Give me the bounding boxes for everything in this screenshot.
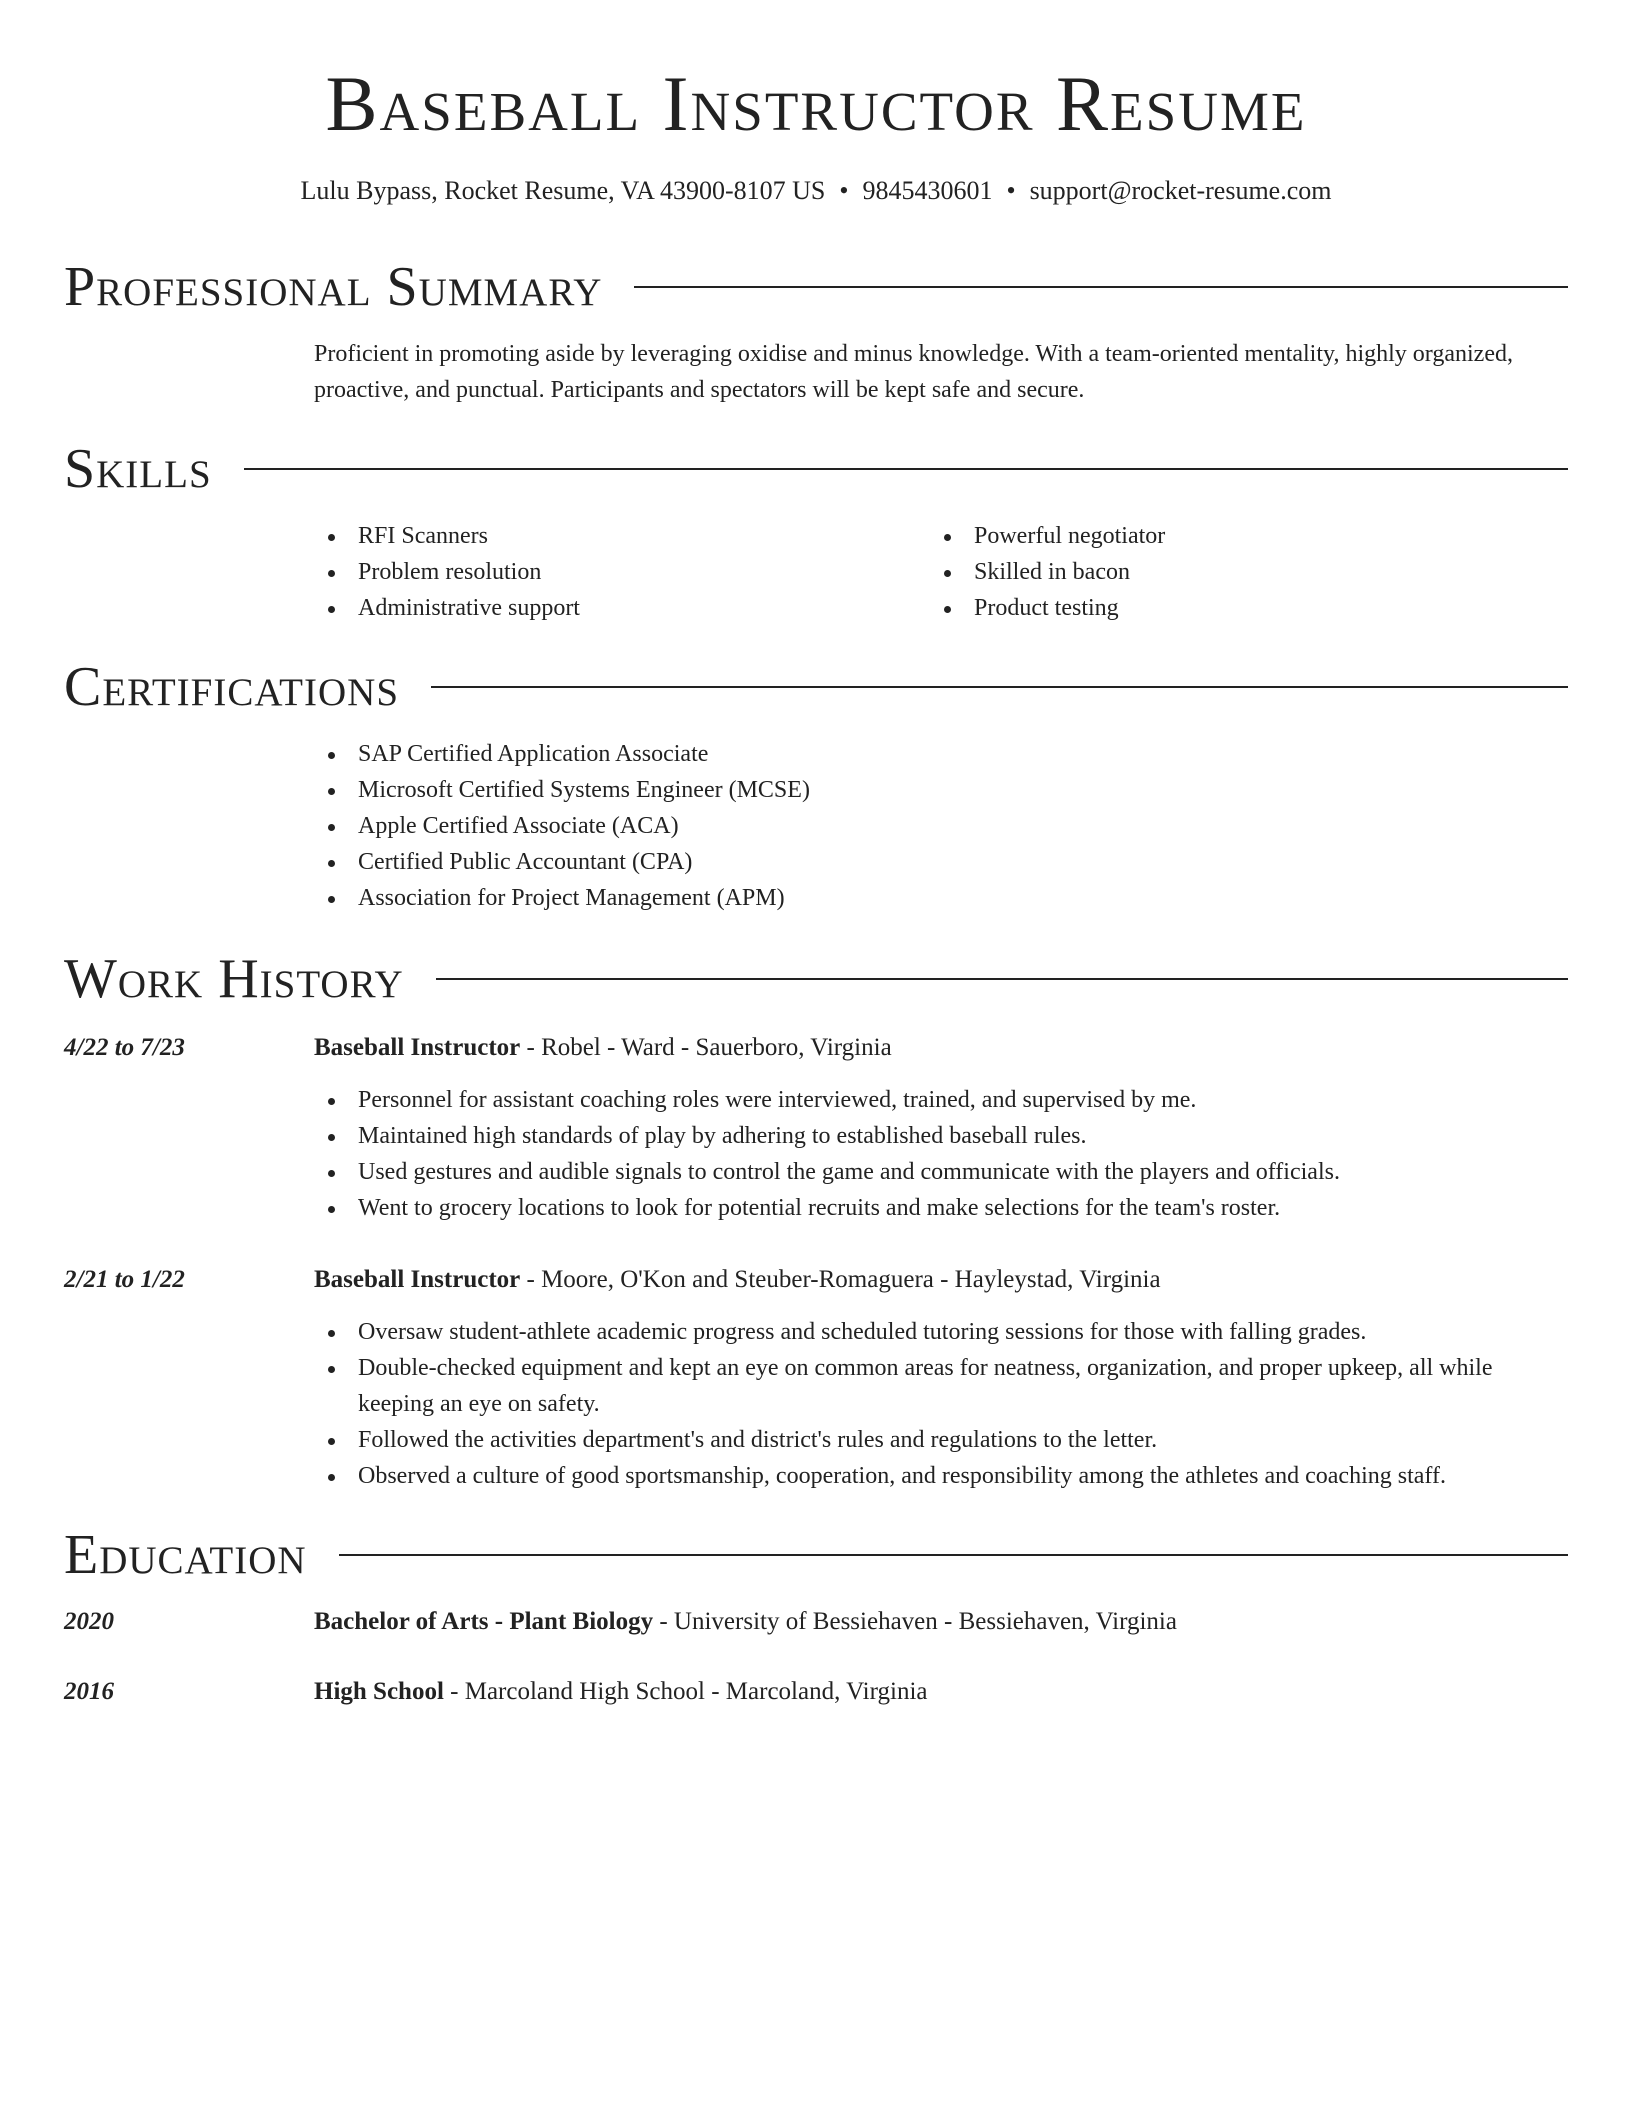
bullet-dot <box>328 788 335 795</box>
job-bullet <box>314 1350 1570 1422</box>
bullet-dot <box>328 1206 335 1213</box>
skill-label: Administrative support <box>358 595 580 621</box>
education-details: - Marcoland High School - Marcoland, Virginia <box>443 1678 928 1705</box>
education-details: - University of Bessiehaven - Bessiehaven, Virginia <box>653 1608 1177 1635</box>
skill-item <box>314 590 914 626</box>
skill-label: Product testing <box>974 595 1119 621</box>
job-bullet <box>314 1458 1570 1494</box>
skill-item <box>314 554 914 590</box>
bullet-dot <box>328 860 335 867</box>
job-bullet-text: Went to grocery locations to look for potential recruits and make selections for the team's roster. <box>358 1195 1281 1221</box>
bullet-dot <box>328 1170 335 1177</box>
section-divider <box>244 468 1568 470</box>
skill-item <box>314 518 914 554</box>
bullet-dot <box>944 534 951 541</box>
job-bullet <box>314 1422 1570 1458</box>
section-title-certifications: Certifications <box>64 656 400 718</box>
bullet-dot <box>328 1366 335 1373</box>
skill-label: RFI Scanners <box>358 523 488 549</box>
job-role: Baseball Instructor <box>314 1034 521 1061</box>
certification-label: Association for Project Management (APM) <box>358 885 785 911</box>
section-header-certifications <box>64 652 1568 722</box>
section-title-education: Education <box>64 1524 307 1586</box>
job-bullet <box>314 1314 1570 1350</box>
certification-item <box>314 880 1570 916</box>
certification-item <box>314 772 1570 808</box>
certification-item <box>314 844 1570 880</box>
bullet-dot <box>328 534 335 541</box>
skills-list-left <box>314 518 914 626</box>
section-header-work-history <box>64 944 1568 1014</box>
education-degree: High School <box>314 1678 444 1705</box>
skill-label: Skilled in bacon <box>974 559 1130 585</box>
skill-item <box>930 518 1530 554</box>
certification-label: Microsoft Certified Systems Engineer (MCSE) <box>358 777 810 803</box>
job-bullet-text: Double-checked equipment and kept an eye on common areas for neatness, organization, and proper upkeep, all while keeping an eye on safety. <box>358 1355 1493 1417</box>
contact-line <box>0 174 1632 208</box>
job-bullet-text: Maintained high standards of play by adhering to established baseball rules. <box>358 1123 1087 1149</box>
bullet-dot <box>328 1098 335 1105</box>
job-bullet-text: Personnel for assistant coaching roles were interviewed, trained, and supervised by me. <box>358 1087 1197 1113</box>
education-degree: Bachelor of Arts - Plant Biology <box>314 1608 654 1635</box>
section-divider <box>431 686 1568 688</box>
bullet-dot <box>944 606 951 613</box>
skills-list-right <box>930 518 1530 626</box>
section-divider <box>634 286 1568 288</box>
resume-title: Baseball Instructor Resume <box>325 60 1307 147</box>
section-header-education <box>64 1520 1568 1590</box>
bullet-dot <box>328 752 335 759</box>
job-bullet-text: Used gestures and audible signals to control the game and communicate with the players and officials. <box>358 1159 1340 1185</box>
bullet-dot <box>328 824 335 831</box>
job-bullet <box>314 1118 1570 1154</box>
certification-label: Apple Certified Associate (ACA) <box>358 813 679 839</box>
section-title-work-history: Work History <box>64 948 404 1010</box>
bullet-dot <box>328 570 335 577</box>
job-bullet-text: Oversaw student-athlete academic progress and scheduled tutoring sessions for those with falling grades. <box>358 1319 1367 1345</box>
job-dates: 2/21 to 1/22 <box>64 1266 185 1293</box>
contact-phone: 9845430601 <box>862 176 993 205</box>
education-year: 2016 <box>64 1678 114 1705</box>
bullet-dot <box>328 1474 335 1481</box>
skill-label: Problem resolution <box>358 559 542 585</box>
job-bullets <box>314 1314 1570 1494</box>
education-heading <box>314 1674 1570 1710</box>
contact-separator: • <box>839 176 849 205</box>
section-header-summary <box>64 252 1568 322</box>
bullet-dot <box>328 1438 335 1445</box>
education-heading <box>314 1604 1570 1640</box>
bullet-dot <box>328 606 335 613</box>
section-divider <box>339 1554 1568 1556</box>
bullet-dot <box>328 896 335 903</box>
bullet-dot <box>944 570 951 577</box>
contact-email: support@rocket-resume.com <box>1029 176 1332 205</box>
job-bullet <box>314 1190 1570 1226</box>
section-title-skills: Skills <box>64 438 212 500</box>
section-header-skills <box>64 434 1568 504</box>
skill-item <box>930 590 1530 626</box>
section-title-summary: Professional Summary <box>64 256 603 318</box>
job-bullet-text: Followed the activities department's and district's rules and regulations to the letter. <box>358 1427 1158 1453</box>
job-details: - Moore, O'Kon and Steuber-Romaguera - Hayleystad, Virginia <box>520 1266 1161 1293</box>
job-bullet <box>314 1082 1570 1118</box>
certifications-list <box>314 736 1570 916</box>
bullet-dot <box>328 1330 335 1337</box>
skill-item <box>930 554 1530 590</box>
certification-item <box>314 808 1570 844</box>
contact-separator: • <box>1006 176 1016 205</box>
certification-item <box>314 736 1570 772</box>
job-bullet-text: Observed a culture of good sportsmanship, cooperation, and responsibility among the athletes and coaching staff. <box>358 1463 1446 1489</box>
job-bullet <box>314 1154 1570 1190</box>
certification-label: SAP Certified Application Associate <box>358 741 709 767</box>
certification-label: Certified Public Accountant (CPA) <box>358 849 693 875</box>
job-dates: 4/22 to 7/23 <box>64 1034 185 1061</box>
job-details: - Robel - Ward - Sauerboro, Virginia <box>520 1034 892 1061</box>
contact-address: Lulu Bypass, Rocket Resume, VA 43900-8107 US <box>300 176 826 205</box>
job-bullets <box>314 1082 1570 1226</box>
skill-label: Powerful negotiator <box>974 523 1166 549</box>
job-heading <box>314 1030 1570 1066</box>
bullet-dot <box>328 1134 335 1141</box>
job-role: Baseball Instructor <box>314 1266 521 1293</box>
summary-text: Proficient in promoting aside by leveraging oxidise and minus knowledge. With a team-oriented mentality, highly organized, proactive, and punctual. Participants and spectators will be kept safe and secure. <box>314 341 1513 403</box>
section-divider <box>436 978 1568 980</box>
job-heading <box>314 1262 1570 1298</box>
education-year: 2020 <box>64 1608 114 1635</box>
